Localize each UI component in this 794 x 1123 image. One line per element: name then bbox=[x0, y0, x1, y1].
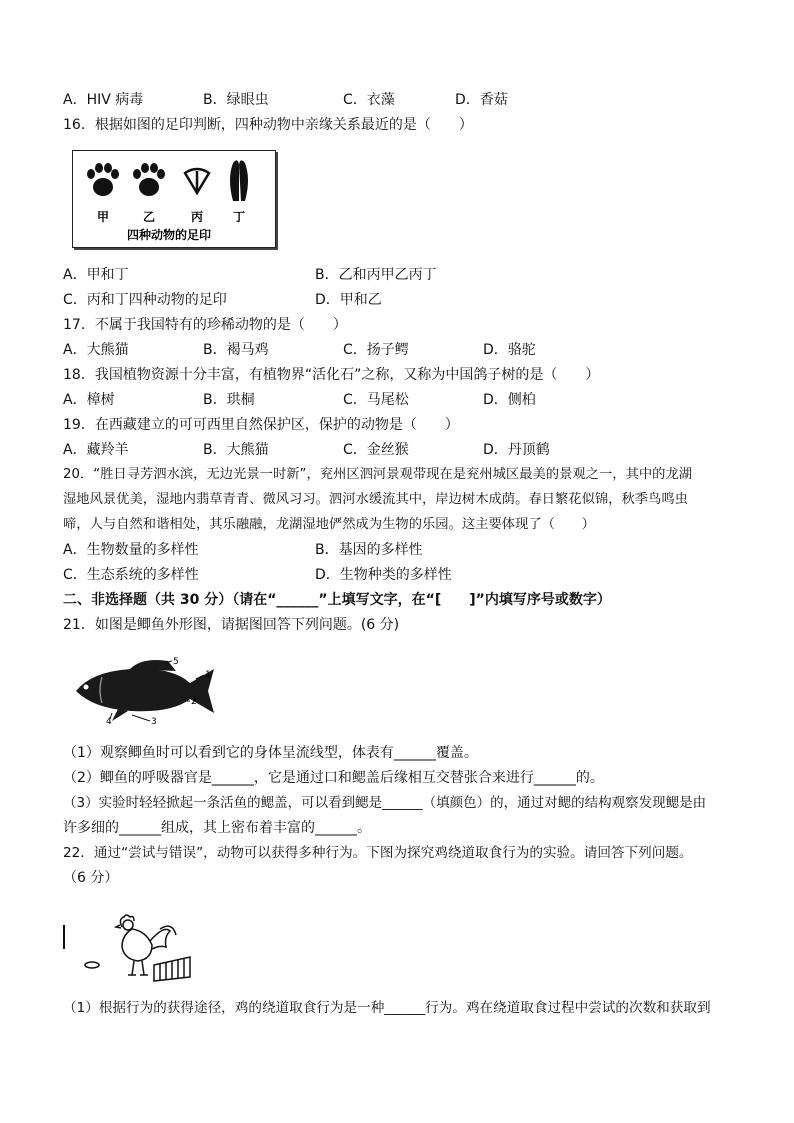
q17-stem: 17．不属于我国特有的珍稀动物的是（ ） bbox=[63, 317, 347, 333]
paw-print-icon bbox=[87, 163, 119, 196]
q21-sub3-line2: 许多细的______组成，其上密布着丰富的______。 bbox=[63, 820, 371, 836]
food-dish-icon bbox=[85, 962, 99, 968]
q21-sub3-line1: （3）实验时轻轻掀起一条活鱼的鳃盖，可以看到鳃是______（填颜色）的，通过对鳃的结构观察发现鳃是由 bbox=[63, 795, 707, 811]
footprint-label-ding: 丁 bbox=[232, 210, 246, 224]
q19-option-c: C．金丝猴 bbox=[343, 442, 409, 458]
q15-option-d: D．香菇 bbox=[455, 92, 508, 108]
paw-print-icon bbox=[133, 163, 165, 196]
section-2-title: 二、非选择题（共 30 分）（请在“______”上填写文字，在“[ ]”内填写序号或数字） bbox=[63, 592, 611, 608]
q16-option-a: A．甲和丁 bbox=[63, 267, 129, 283]
q16-option-c: C．丙和丁四种动物的足印 bbox=[63, 292, 227, 308]
q22-chicken-figure bbox=[60, 905, 210, 985]
q21-stem: 21．如图是鲫鱼外形图，请据图回答下列问题。(6 分) bbox=[63, 617, 400, 633]
q22-sub1: （1）根据行为的获得途径，鸡的绕道取食行为是一种______行为。鸡在绕道取食过程中尝试的次数和获取到 bbox=[63, 1000, 711, 1016]
footprint-label-bing: 丙 bbox=[190, 210, 204, 224]
footprint-label-yi: 乙 bbox=[142, 210, 156, 224]
q20-stem-line1: 20．“胜日寻芳泗水滨，无边光景一时新”，兖州区泗河景观带现在是兖州城区最美的景观之一，其中的龙湖 bbox=[63, 467, 693, 482]
fish-label-4: 4 bbox=[106, 717, 112, 725]
rooster-icon bbox=[116, 915, 176, 975]
q18-stem: 18．我国植物资源十分丰富，有植物界“活化石”之称，又称为中国鸽子树的是（ ） bbox=[63, 367, 600, 383]
hoof-print-icon bbox=[185, 169, 209, 193]
q20-option-a: A．生物数量的多样性 bbox=[63, 542, 199, 558]
q19-option-b: B．大熊猫 bbox=[203, 442, 269, 458]
q17-option-a: A．大熊猫 bbox=[63, 342, 129, 358]
q18-option-c: C．马尾松 bbox=[343, 392, 409, 408]
q16-option-b: B．乙和丙甲乙丙丁 bbox=[315, 267, 437, 283]
q21-sub1: （1）观察鲫鱼时可以看到它的身体呈流线型，体表有______覆盖。 bbox=[63, 745, 478, 761]
q21-sub2: （2）鲫鱼的呼吸器官是______，它是通过口和鳃盖后缘相互交替张合来进行______的。 bbox=[63, 770, 604, 786]
q21-fish-figure bbox=[72, 655, 222, 725]
q16-stem: 16．根据如图的足印判断，四种动物中亲缘关系最近的是（ ） bbox=[63, 117, 473, 133]
split-hoof-print-icon bbox=[230, 160, 248, 201]
q20-option-d: D．生物种类的多样性 bbox=[315, 567, 452, 583]
q20-stem-line2: 湿地风景优美，湿地内翡草青青、微风习习。泗河水缓流其中，岸边树木成荫。春日繁花似锦，秋季鸟鸣虫 bbox=[63, 492, 688, 507]
q15-option-b: B．绿眼虫 bbox=[203, 92, 269, 108]
fish-label-2: 2 bbox=[191, 697, 197, 707]
fish-label-1: 1 bbox=[205, 670, 211, 680]
fish-icon bbox=[76, 660, 214, 721]
footprints-image bbox=[73, 151, 275, 247]
fish-label-5: 5 bbox=[173, 657, 179, 667]
footprint-label-jia: 甲 bbox=[96, 210, 110, 224]
footprint-caption: 四种动物的足印 bbox=[126, 228, 212, 242]
chicken-detour-image bbox=[60, 905, 210, 985]
q20-stem-line3: 啼，人与自然和谐相处，其乐融融，龙湖湿地俨然成为生物的乐园。这主要体现了（ ） bbox=[63, 517, 595, 532]
fish-image bbox=[72, 655, 222, 725]
fence-icon bbox=[154, 957, 190, 981]
q20-option-b: B．基因的多样性 bbox=[315, 542, 423, 558]
q17-option-c: C．扬子鳄 bbox=[343, 342, 409, 358]
q17-option-b: B．褐马鸡 bbox=[203, 342, 269, 358]
q19-option-a: A．藏羚羊 bbox=[63, 442, 129, 458]
q20-option-c: C．生态系统的多样性 bbox=[63, 567, 199, 583]
q15-option-a: A．HIV 病毒 bbox=[63, 92, 144, 108]
q18-option-d: D．侧柏 bbox=[483, 392, 536, 408]
q15-option-c: C．衣藻 bbox=[343, 92, 395, 108]
q19-stem: 19．在西藏建立的可可西里自然保护区，保护的动物是（ ） bbox=[63, 417, 459, 433]
q22-stem-line2: （6 分） bbox=[63, 870, 119, 886]
q22-stem-line1: 22．通过“尝试与错误”，动物可以获得多种行为。下图为探究鸡绕道取食行为的实验。请回答下列问题。 bbox=[63, 845, 693, 861]
q18-option-b: B．珙桐 bbox=[203, 392, 255, 408]
q17-option-d: D．骆驼 bbox=[483, 342, 536, 358]
q16-option-d: D．甲和乙 bbox=[315, 292, 382, 308]
q19-option-d: D．丹顶鹤 bbox=[483, 442, 550, 458]
q18-option-a: A．樟树 bbox=[63, 392, 115, 408]
fish-label-3: 3 bbox=[151, 717, 157, 725]
q16-footprint-figure bbox=[72, 150, 276, 248]
